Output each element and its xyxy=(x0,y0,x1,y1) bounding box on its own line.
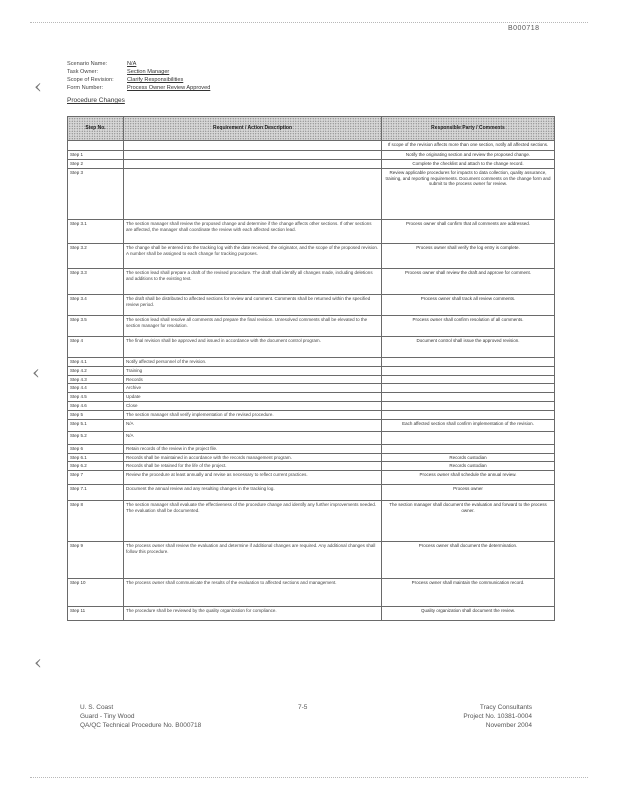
table-row xyxy=(68,431,555,444)
table-body xyxy=(68,141,555,621)
row-description: Review the procedure at least annually and revise as necessary to reflect current practices. xyxy=(124,471,382,485)
row-step-id: Step 7.1 xyxy=(68,485,124,501)
row-step-id: Step 5 xyxy=(68,410,124,419)
page-number: 7-5 xyxy=(298,704,308,711)
row-description: The section lead shall resolve all comments and prepare the final revision. Unresolved comments shall be elevated to the section manager for resolution. xyxy=(124,315,382,336)
row-step-id: Step 3.2 xyxy=(68,243,124,268)
row-description: The process owner shall review the evaluation and determine if additional changes are required. Any additional changes shall follow this procedure. xyxy=(124,542,382,579)
table-row xyxy=(68,219,555,243)
row-step-id: Step 6.2 xyxy=(68,462,124,471)
row-responsible: Each affected section shall confirm implementation of the revision. xyxy=(382,419,555,431)
row-step-id: Step 6 xyxy=(68,444,124,453)
row-description xyxy=(124,141,382,151)
row-description: The process owner shall communicate the results of the evaluation to affected sections and management. xyxy=(124,579,382,607)
row-description xyxy=(124,168,382,219)
table-row xyxy=(68,444,555,453)
table-row xyxy=(68,401,555,410)
row-responsible: Process owner xyxy=(382,485,555,501)
table-row xyxy=(68,366,555,375)
meta-label: Form Number: xyxy=(67,85,104,91)
row-step-id: Step 5.2 xyxy=(68,431,124,444)
row-responsible: Process owner shall document the determination. xyxy=(382,542,555,579)
table-row xyxy=(68,315,555,336)
table-row xyxy=(68,419,555,431)
table-row xyxy=(68,393,555,402)
footer-line: Project No. 10381-0004 xyxy=(463,713,532,720)
table-row xyxy=(68,410,555,419)
row-responsible: If scope of the revision affects more than one section, notify all affected sections. xyxy=(382,141,555,151)
footer-right xyxy=(452,703,532,730)
footer-left xyxy=(80,703,201,730)
row-description: Records shall be maintained in accordance with the records management program. xyxy=(124,453,382,462)
row-description: The change shall be entered into the tracking log with the date received, the originator, and the scope of the proposed revision. A number shall be assigned to each change for tracking purposes. xyxy=(124,243,382,268)
meta-value: N/A xyxy=(127,61,137,67)
meta-value: Section Manager xyxy=(127,69,170,75)
table-row xyxy=(68,336,555,357)
column-header: Responsible Party / Comments xyxy=(382,117,555,141)
row-responsible: Notify the originating section and review the proposed change. xyxy=(382,151,555,160)
table-row xyxy=(68,268,555,294)
row-responsible: Process owner shall review the draft and approve for comment. xyxy=(382,268,555,294)
row-step-id: Step 10 xyxy=(68,579,124,607)
row-responsible xyxy=(382,384,555,393)
bates-number: B000718 xyxy=(508,25,540,32)
row-description: The procedure shall be reviewed by the quality organization for compliance. xyxy=(124,607,382,621)
row-responsible xyxy=(382,375,555,384)
row-step-id: Step 2 xyxy=(68,160,124,169)
row-description: Training xyxy=(124,366,382,375)
row-description: Records xyxy=(124,375,382,384)
row-step-id: Step 4 xyxy=(68,336,124,357)
row-step-id: Step 4.6 xyxy=(68,401,124,410)
table-row xyxy=(68,462,555,471)
row-responsible: The section manager shall document the evaluation and forward to the process owner. xyxy=(382,501,555,542)
row-step-id: Step 7 xyxy=(68,471,124,485)
row-step-id: Step 1 xyxy=(68,151,124,160)
row-responsible: Process owner shall track all review comments. xyxy=(382,294,555,315)
binding-hole-mark: ‹ xyxy=(34,650,42,674)
row-step-id: Step 3.5 xyxy=(68,315,124,336)
row-description: Close xyxy=(124,401,382,410)
footer-line: Guard - Tiny Wood xyxy=(80,713,135,720)
row-step-id: Step 3.3 xyxy=(68,268,124,294)
row-responsible: Review applicable procedures for impacts to data collection, quality assurance, training, and reporting requirements. Document comments on the change form and submit to the process owner for review. xyxy=(382,168,555,219)
table-row xyxy=(68,151,555,160)
row-responsible: Records custodian xyxy=(382,453,555,462)
meta-label: Scenario Name: xyxy=(67,61,108,67)
row-step-id: Step 5.1 xyxy=(68,419,124,431)
table-row xyxy=(68,357,555,366)
row-description: The draft shall be distributed to affected sections for review and comment. Comments shall be returned within the specified review period. xyxy=(124,294,382,315)
row-step-id: Step 6.1 xyxy=(68,453,124,462)
footer-line: Tracy Consultants xyxy=(479,704,532,711)
row-responsible xyxy=(382,357,555,366)
table-row xyxy=(68,243,555,268)
row-responsible: Document control shall issue the approved revision. xyxy=(382,336,555,357)
row-responsible: Records custodian xyxy=(382,462,555,471)
column-header: Step No. xyxy=(68,117,124,141)
table-row xyxy=(68,375,555,384)
row-step-id: Step 4.5 xyxy=(68,393,124,402)
row-step-id xyxy=(68,141,124,151)
row-responsible: Process owner shall verify the log entry is complete. xyxy=(382,243,555,268)
table-row xyxy=(68,501,555,542)
row-description xyxy=(124,151,382,160)
procedure-changes-table xyxy=(67,116,555,621)
row-description: Archive xyxy=(124,384,382,393)
table-row xyxy=(68,168,555,219)
table-row xyxy=(68,141,555,151)
meta-value: Clarify Responsibilities xyxy=(127,77,184,83)
row-description: Notify affected personnel of the revision. xyxy=(124,357,382,366)
binding-hole-mark: ‹ xyxy=(32,360,40,384)
row-responsible xyxy=(382,366,555,375)
row-responsible: Complete the checklist and attach to the change record. xyxy=(382,160,555,169)
row-description: Document the annual review and any resulting changes in the tracking log. xyxy=(124,485,382,501)
table-row xyxy=(68,542,555,579)
header-meta xyxy=(67,60,210,92)
row-description: The section manager shall review the proposed change and determine if the change affects other sections. If other sections are affected, the manager shall coordinate the review with each affected section lead. xyxy=(124,219,382,243)
row-description xyxy=(124,160,382,169)
table-row xyxy=(68,471,555,485)
row-description: The section lead shall prepare a draft of the revised procedure. The draft shall identify all changes made, including deletions and additions to the existing text. xyxy=(124,268,382,294)
row-description: The section manager shall evaluate the effectiveness of the procedure change and identify any further improvements needed. The evaluation shall be documented. xyxy=(124,501,382,542)
row-responsible xyxy=(382,410,555,419)
row-responsible: Process owner shall schedule the annual review. xyxy=(382,471,555,485)
table-row xyxy=(68,294,555,315)
row-step-id: Step 11 xyxy=(68,607,124,621)
row-step-id: Step 8 xyxy=(68,501,124,542)
bottom-dotted-border xyxy=(30,777,588,778)
footer-line: QA/QC Technical Procedure No. B000718 xyxy=(80,722,202,729)
row-description: N/A xyxy=(124,431,382,444)
row-responsible: Process owner shall maintain the communication record. xyxy=(382,579,555,607)
row-step-id: Step 4.4 xyxy=(68,384,124,393)
table-row xyxy=(68,579,555,607)
row-description: Records shall be retained for the life of the project. xyxy=(124,462,382,471)
row-responsible xyxy=(382,444,555,453)
row-step-id: Step 3.1 xyxy=(68,219,124,243)
table-row xyxy=(68,453,555,462)
table-row xyxy=(68,384,555,393)
row-step-id: Step 3 xyxy=(68,168,124,219)
row-step-id: Step 4.1 xyxy=(68,357,124,366)
row-step-id: Step 3.4 xyxy=(68,294,124,315)
row-responsible: Process owner shall confirm resolution of all comments. xyxy=(382,315,555,336)
meta-value: Process Owner Review Approved xyxy=(127,85,211,91)
meta-label: Task Owner: xyxy=(67,69,99,75)
row-step-id: Step 4.3 xyxy=(68,375,124,384)
row-responsible xyxy=(382,431,555,444)
column-header: Requirement / Action Description xyxy=(124,117,382,141)
table-row xyxy=(68,485,555,501)
footer-line: November 2004 xyxy=(485,722,532,729)
row-responsible: Quality organization shall document the review. xyxy=(382,607,555,621)
binding-hole-mark: ‹ xyxy=(34,74,42,98)
row-description: N/A xyxy=(124,419,382,431)
row-description: The final revision shall be approved and issued in accordance with the document control program. xyxy=(124,336,382,357)
row-responsible xyxy=(382,401,555,410)
top-dotted-border xyxy=(30,22,588,23)
meta-label: Scope of Revision: xyxy=(67,77,114,83)
table-row xyxy=(68,160,555,169)
table-header-row xyxy=(68,117,555,141)
row-step-id: Step 9 xyxy=(68,542,124,579)
footer-line: U. S. Coast xyxy=(80,704,114,711)
row-step-id: Step 4.2 xyxy=(68,366,124,375)
row-responsible xyxy=(382,393,555,402)
row-responsible: Process owner shall confirm that all comments are addressed. xyxy=(382,219,555,243)
row-description: Retain records of the review in the project file. xyxy=(124,444,382,453)
row-description: The section manager shall verify implementation of the revised procedure. xyxy=(124,410,382,419)
row-description: Update xyxy=(124,393,382,402)
section-title: Procedure Changes xyxy=(67,97,125,104)
table-row xyxy=(68,607,555,621)
